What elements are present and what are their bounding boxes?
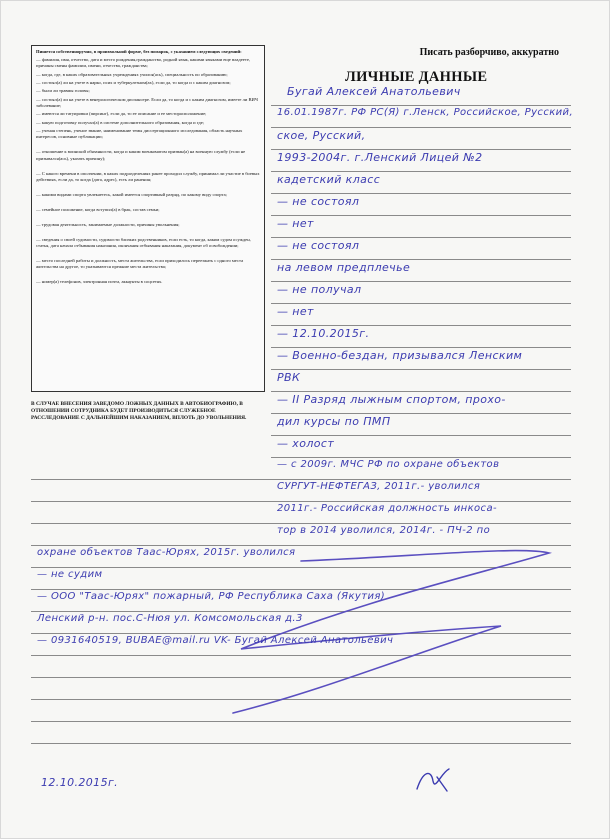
- hw-birth-cont: ское, Русский,: [277, 129, 366, 142]
- hw-sport-cont: дил курсы по ПМП: [277, 415, 391, 428]
- instruction-item: — когда, где, в каких образовательных учреждениях учился(ась), специальность по образованию;: [36, 71, 228, 77]
- warning-text: В СЛУЧАЕ ВНЕСЕНИЯ ЗАВЕДОМО ЛОЖНЫХ ДАННЫХ В АВТОБИОГРАФИЮ, В ОТНОШЕНИИ СОТРУДНИКА БУДЕТ ПРОИЗВОДИТЬСЯ СЛУЖЕБНОЕ РАССЛЕДОВАНИЕ С ДАЛЬНЕЙШИМ НАКАЗАНИЕМ, ВПЛОТЬ ДО УВОЛЬНЕНИЯ.: [31, 401, 247, 422]
- hw-education: 1993-2004г. г.Ленский Лицей №2: [277, 151, 483, 164]
- instruction-item: — состоял(а) ли на учете в нарко, псих и туберкулезном(ах), если да, то когда и с каким диагнозом;: [36, 80, 231, 86]
- hw-work-5: охране объектов Таас-Юрях, 2015г. уволился: [37, 547, 296, 558]
- hw-birth: 16.01.1987г. РФ РС(Я) г.Ленск, Российское, Русский,: [277, 107, 574, 118]
- signature-mark: [417, 769, 449, 791]
- hw-address: Ленский р-н. пос.С-Нюя ул. Комсомольская д.3: [37, 613, 303, 624]
- hw-work-1: — с 2009г. МЧС РФ по охране объектов: [277, 459, 500, 470]
- hw-injuries: — нет: [277, 217, 314, 230]
- writing-hint: Писать разборчиво, аккуратно: [419, 47, 559, 58]
- hw-work-2: СУРГУТ-НЕФТЕГАЗ, 2011г.- уволился: [277, 481, 481, 492]
- hw-militia-date: — 12.10.2015г.: [277, 327, 370, 340]
- instruction-item: — были ли травмы головы;: [36, 88, 90, 94]
- page-title: ЛИЧНЫЕ ДАННЫЕ: [345, 69, 488, 85]
- instruction-item: — имеются ли татуировки (пирсинг), если да, то ее описание и ее месторасположение;: [36, 111, 207, 117]
- hw-sport: — II Разряд лыжным спортом, прохо-: [277, 393, 506, 406]
- instruction-item: — сведения о своей судимости, судимости близких родственников, если есть, то когда, каким судом осужден, статья, дата начала отбывания наказания, окончания отбывания наказания, документ об освобождении;: [36, 236, 251, 248]
- hw-full-name: Бугай Алексей Анатольевич: [287, 85, 461, 98]
- hw-family: — холост: [277, 437, 335, 450]
- hw-venereal: — не состоял: [277, 239, 360, 252]
- hw-criminal: — не судим: [37, 569, 103, 580]
- instruction-item: — ученая степень, ученое звание, наименование темы диссертационного исследования, область научных интересов, основные публикации;: [36, 128, 243, 140]
- instruction-item: — фамилия, имя, отчество, дата и место рождения,гражданство, родной язык, какими языками еще владеете, причины смены фамилии, имени, отчества, гражданства;: [36, 57, 251, 69]
- hw-work-4: тор в 2014 уволился, 2014г. - ПЧ-2 по: [277, 525, 491, 536]
- instructions-heading: Пишется собственноручно, в произвольной форме, без помарок, с указанием следующих сведений:: [36, 49, 242, 54]
- hw-military: — Военно-бездан, призывался Ленским: [277, 349, 523, 362]
- instruction-item: — какую подготовку получал(а) в системе дополнительного образования, когда и где;: [36, 119, 205, 125]
- instruction-item: — номер(а) телефонов, электронная почта, аккаунты в соцсетях.: [36, 279, 163, 285]
- hw-military-cont: РВК: [277, 371, 301, 384]
- hw-date: 12.10.2015г.: [41, 776, 119, 789]
- instruction-item: — место последней работы и должность, места жительства, если приходилось переезжать с одного места жительства на другое, то указываются прежние места жительства;: [36, 258, 244, 270]
- hw-degree: — нет: [277, 305, 314, 318]
- hw-tattoo: на левом предплечье: [277, 261, 411, 274]
- hw-last-work: — ООО "Таас-Юрях" пожарный, РФ Республика Саха (Якутия): [37, 591, 386, 602]
- hw-extra-education: — не получал: [277, 283, 362, 296]
- instruction-item: — С какого времени в ополчении, в каких подразделениях ранее проходил службу, принимал ли участие в боевых действиях, если да, то когда (дата, адрес), есть ли ранения;: [36, 170, 260, 182]
- instruction-item: — семейное положение, когда вступил(а) в брак, состав семьи;: [36, 206, 160, 212]
- instruction-item: — какими видами спорта увлекаетесь, какой имеется спортивный разряд, по какому виду спорта;: [36, 191, 227, 197]
- hw-narco: — не состоял: [277, 195, 360, 208]
- hw-work-3: 2011г.- Российская должность инкоса-: [277, 503, 497, 514]
- instruction-item: — отношение к воинской обязанности, когда и каким военкоматом призван(а) на военную службу (если не призывался(ась), указать причину);: [36, 149, 246, 161]
- instruction-item: — трудовая деятельность, занимаемые должности, причины увольнения;: [36, 221, 180, 227]
- instruction-item: — состоял(а) ли на учете в венерологическом диспансере. Если да, то когда и с каким диагнозом, имеете ли ВИЧ заболевание;: [36, 96, 258, 108]
- hw-education-cont: кадетский класс: [277, 173, 381, 186]
- strikeout-scribble: [1, 1, 610, 840]
- hw-contacts: — 0931640519, BUBAE@mail.ru VK- Бугай Алексей Анатольевич: [37, 635, 394, 646]
